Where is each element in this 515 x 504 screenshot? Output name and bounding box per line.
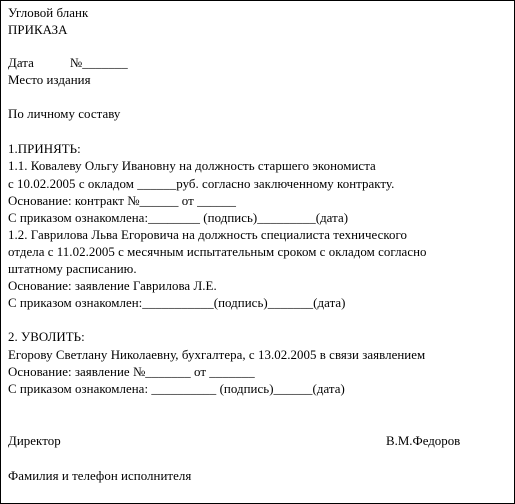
- hire-line: Основание: контракт №______ от ______: [8, 194, 237, 208]
- hire-section-heading: 1.ПРИНЯТЬ:: [8, 142, 81, 156]
- signature-name: В.М.Федоров: [386, 434, 461, 448]
- dismiss-section-heading: 2. УВОЛИТЬ:: [8, 330, 85, 344]
- hire-line: с 10.02.2005 с окладом ______руб. согласно заключенному контракту.: [8, 177, 395, 191]
- document-title: ПРИКАЗА: [8, 23, 68, 37]
- hire-line: отдела с 11.02.2005 с месячным испытательным сроком с окладом согласно: [8, 245, 427, 259]
- hire-line: Основание: заявление Гаврилова Л.Е.: [8, 279, 217, 293]
- place-of-issue: Место издания: [8, 73, 91, 87]
- hire-line: штатному расписанию.: [8, 262, 137, 276]
- date-number-line: Дата №_______: [8, 56, 128, 70]
- executor-footer: Фамилия и телефон исполнителя: [8, 469, 192, 483]
- hire-line: С приказом ознакомлена:________ (подпись)_________(дата): [8, 211, 349, 225]
- hire-line: 1.1. Ковалеву Ольгу Ивановну на должность старшего экономиста: [8, 159, 376, 173]
- dismiss-line: Егорову Светлану Николаевну, бухгалтера, с 13.02.2005 в связи заявлением: [8, 348, 426, 362]
- order-subject: По личному составу: [8, 107, 121, 121]
- hire-line: 1.2. Гаврилова Льва Егоровича на должность специалиста технического: [8, 228, 408, 242]
- form-type-label: Угловой бланк: [8, 6, 89, 20]
- hire-line: С приказом ознакомлен:___________(подпись)_______(дата): [8, 296, 346, 310]
- signature-position: Директор: [8, 434, 61, 448]
- dismiss-line: С приказом ознакомлена: __________ (подпись)______(дата): [8, 382, 345, 396]
- dismiss-line: Основание: заявление №_______ от _______: [8, 365, 255, 379]
